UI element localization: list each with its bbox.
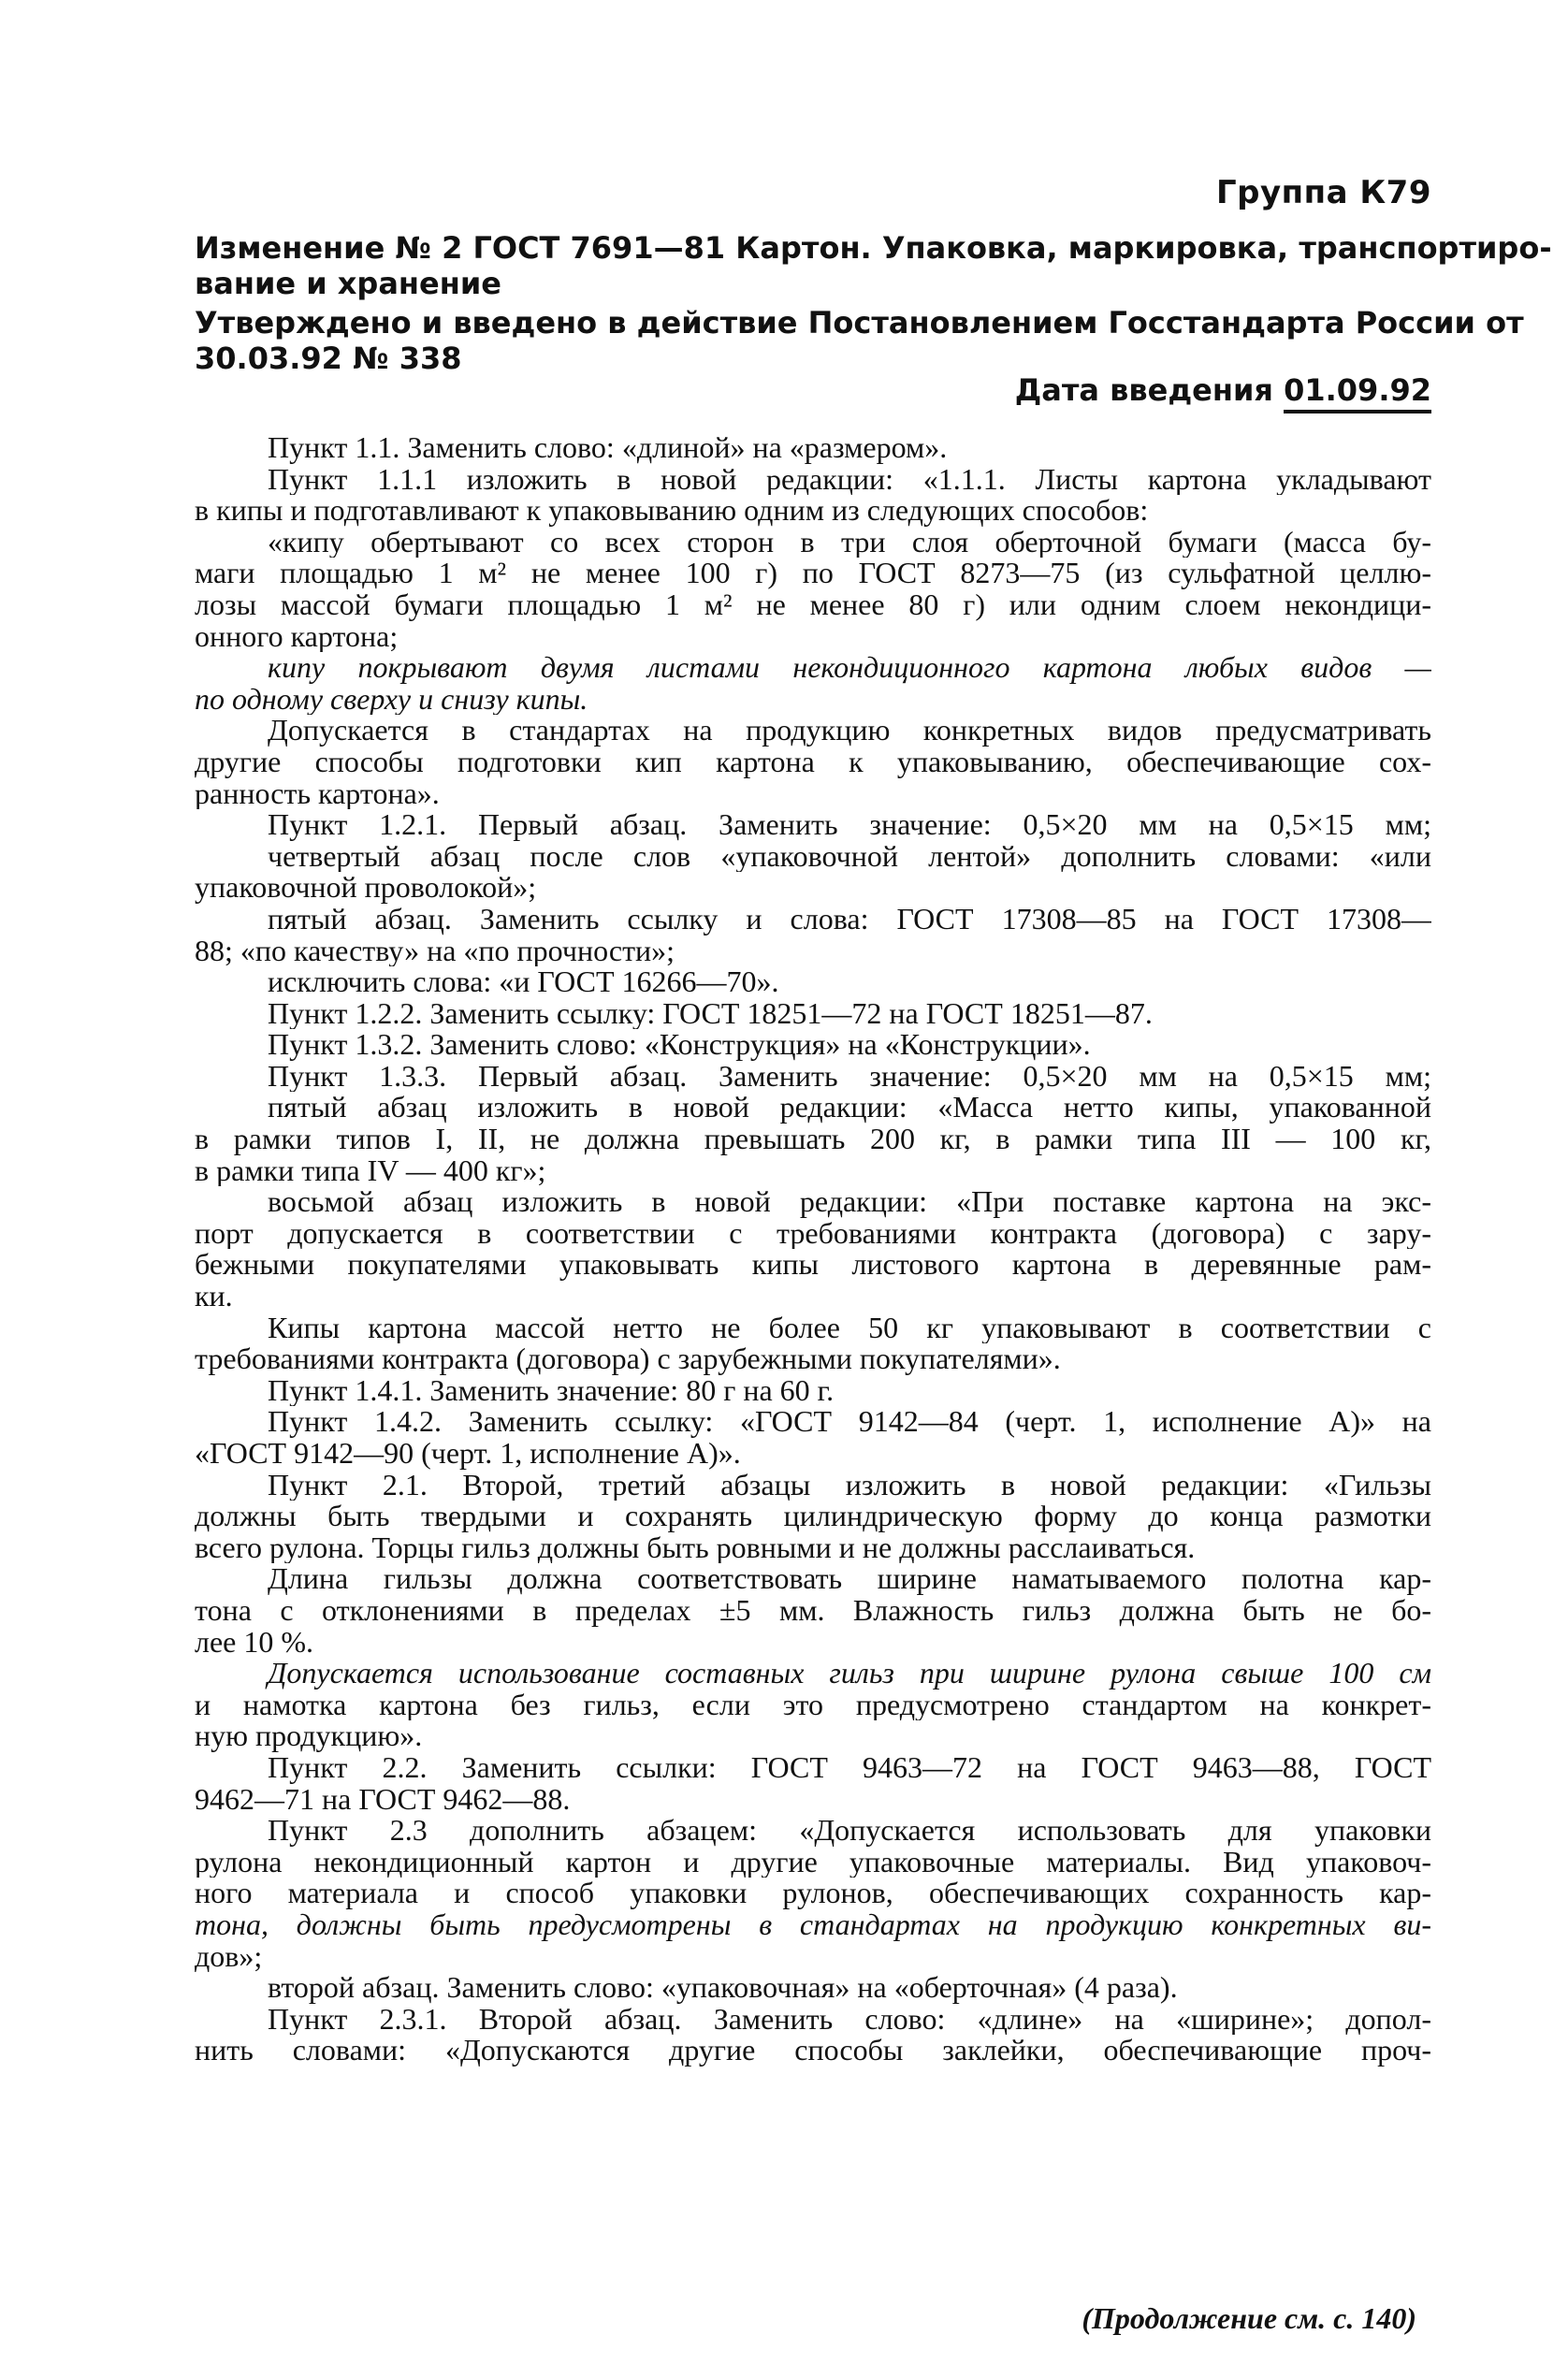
body-line: 9462—71 на ГОСТ 9462—88. (195, 1783, 571, 1816)
body-line: лее 10 %. (195, 1626, 314, 1659)
body-line: другие способы подготовки кип картона к упаковыванию, обеспечивающие сох- (195, 746, 1431, 778)
body-line: второй абзац. Заменить слово: «упаковочная» на «оберточная» (4 раза). (268, 1972, 1178, 2004)
body-line: Пункт 1.1. Заменить слово: «длиной» на «размером». (268, 432, 948, 464)
body-line: тона, должны быть предусмотрены в стандартах на продукцию конкретных ви- (195, 1908, 1431, 1941)
effective-date-label: Дата введения (1014, 372, 1273, 408)
continuation-note: (Продолжение см. с. 140) (1082, 2301, 1416, 2335)
body-line: Пункт 1.3.3. Первый абзац. Заменить значение: 0,5×20 мм на 0,5×15 мм; (268, 1060, 1431, 1093)
effective-date-value: 01.09.92 (1284, 372, 1431, 413)
amendment-title (195, 230, 1552, 301)
body-line: Пункт 1.2.2. Заменить ссылку: ГОСТ 18251—72 на ГОСТ 18251—87. (268, 997, 1153, 1030)
body-line: требованиями контракта (договора) с зарубежными покупателями». (195, 1343, 1061, 1375)
body-line: ного материала и способ упаковки рулонов, обеспечивающих сохранность кар- (195, 1878, 1431, 1909)
body-line: бежными покупателями упаковывать кипы листового картона в деревянные рам- (195, 1249, 1431, 1282)
body-line: в рамки типов I, II, не должна превышать 200 кг, в рамки типа III — 100 кг, (195, 1124, 1431, 1155)
amendment-body (195, 432, 1431, 2067)
body-line: ки. (195, 1281, 233, 1313)
body-line: в рамки типа IV — 400 кг»; (195, 1154, 546, 1187)
body-line: «кипу обертывают со всех сторон в три слоя оберточной бумаги (масса бу- (268, 526, 1431, 558)
body-line: онного картона; (195, 620, 399, 653)
body-line: Пункт 2.2. Заменить ссылки: ГОСТ 9463—72 на ГОСТ 9463—88, ГОСТ (268, 1751, 1431, 1784)
body-line: Пункт 1.1.1 изложить в новой редакции: «1.1.1. Листы картона укладывают (268, 463, 1431, 496)
body-line: упаковочной проволокой»; (195, 872, 537, 904)
body-line: по одному сверху и снизу кипы. (195, 683, 588, 716)
body-line: ную продукцию». (195, 1720, 423, 1752)
body-line: четвертый абзац после слов «упаковочной лентой» дополнить словами: «или (268, 840, 1431, 873)
body-line: и намотка картона без гильз, если это предусмотрено стандартом на конкрет- (195, 1689, 1431, 1721)
body-line: «ГОСТ 9142—90 (черт. 1, исполнение А)». (195, 1438, 741, 1470)
body-line: Пункт 2.3.1. Второй абзац. Заменить слово: «длине» на «ширине»; допол- (268, 2003, 1431, 2036)
body-line: Пункт 1.2.1. Первый абзац. Заменить значение: 0,5×20 мм на 0,5×15 мм; (268, 809, 1431, 841)
approval-statement (195, 305, 1524, 376)
body-line: Пункт 1.4.2. Заменить ссылку: «ГОСТ 9142—84 (черт. 1, исполнение А)» на (268, 1406, 1431, 1438)
body-line: тона с отклонениями в пределах ±5 мм. Влажность гильз должна быть не бо- (195, 1594, 1431, 1627)
body-line: порт допускается в соответствии с требованиями контракта (договора) с зару- (195, 1217, 1431, 1250)
body-line: пятый абзац изложить в новой редакции: «Масса нетто кипы, упакованной (268, 1092, 1431, 1124)
body-line: кипу покрывают двумя листами некондиционного картона любых видов — (268, 652, 1431, 684)
body-line: 88; «по качеству» на «по прочности»; (195, 935, 675, 967)
body-line: маги площадью 1 м² не менее 100 г) по ГОСТ 8273—75 (из сульфатной целлю- (195, 558, 1431, 589)
body-line: Пункт 2.3 дополнить абзацем: «Допускается использовать для упаковки (268, 1815, 1431, 1847)
effective-date (1015, 372, 1431, 408)
body-line: Длина гильзы должна соответствовать ширине наматываемого полотна кар- (268, 1563, 1431, 1595)
body-line: восьмой абзац изложить в новой редакции: «При поставке картона на экс- (268, 1186, 1431, 1218)
body-line: Кипы картона массой нетто не более 50 кг упаковывают в соответствии с (268, 1312, 1431, 1344)
body-line: Пункт 1.4.1. Заменить значение: 80 г на 60 г. (268, 1374, 835, 1407)
body-line: дов»; (195, 1940, 263, 1973)
body-line: ранность картона». (195, 777, 440, 810)
approval-statement-line-2: 30.03.92 № 338 (195, 341, 462, 376)
amendment-title-line-2: вание и хранение (195, 266, 501, 301)
body-line: лозы массой бумаги площадью 1 м² не менее 80 г) или одним слоем некондици- (195, 588, 1431, 621)
body-line: Пункт 2.1. Второй, третий абзацы изложить в новой редакции: «Гильзы (268, 1469, 1431, 1501)
body-line: должны быть твердыми и сохранять цилиндрическую форму до конца размотки (195, 1501, 1431, 1532)
body-line: исключить слова: «и ГОСТ 16266—70». (268, 966, 779, 998)
approval-statement-line-1: Утверждено и введено в действие Постановлением Госстандарта России от (195, 305, 1524, 341)
body-line: всего рулона. Торцы гильз должны быть ровными и не должны расслаиваться. (195, 1531, 1196, 1564)
body-line: в кипы и подготавливают к упаковыванию одним из следующих способов: (195, 495, 1149, 527)
amendment-title-line-1: Изменение № 2 ГОСТ 7691—81 Картон. Упаковка, маркировка, транспортиро- (195, 230, 1552, 266)
group-code: Группа К79 (1215, 174, 1431, 211)
body-line: пятый абзац. Заменить ссылку и слова: ГОСТ 17308—85 на ГОСТ 17308— (268, 903, 1431, 935)
body-line: Пункт 1.3.2. Заменить слово: «Конструкция» на «Конструкции». (268, 1029, 1091, 1061)
body-line: рулона некондиционный картон и другие упаковочные материалы. Вид упаковоч- (195, 1846, 1431, 1878)
body-line: Допускается в стандартах на продукцию конкретных видов предусматривать (268, 715, 1431, 747)
document-page (195, 0, 1552, 2364)
body-line: нить словами: «Допускаются другие способы заклейки, обеспечивающие проч- (195, 2035, 1431, 2067)
body-line: Допускается использование составных гильз при ширине рулона свыше 100 см (268, 1658, 1431, 1690)
